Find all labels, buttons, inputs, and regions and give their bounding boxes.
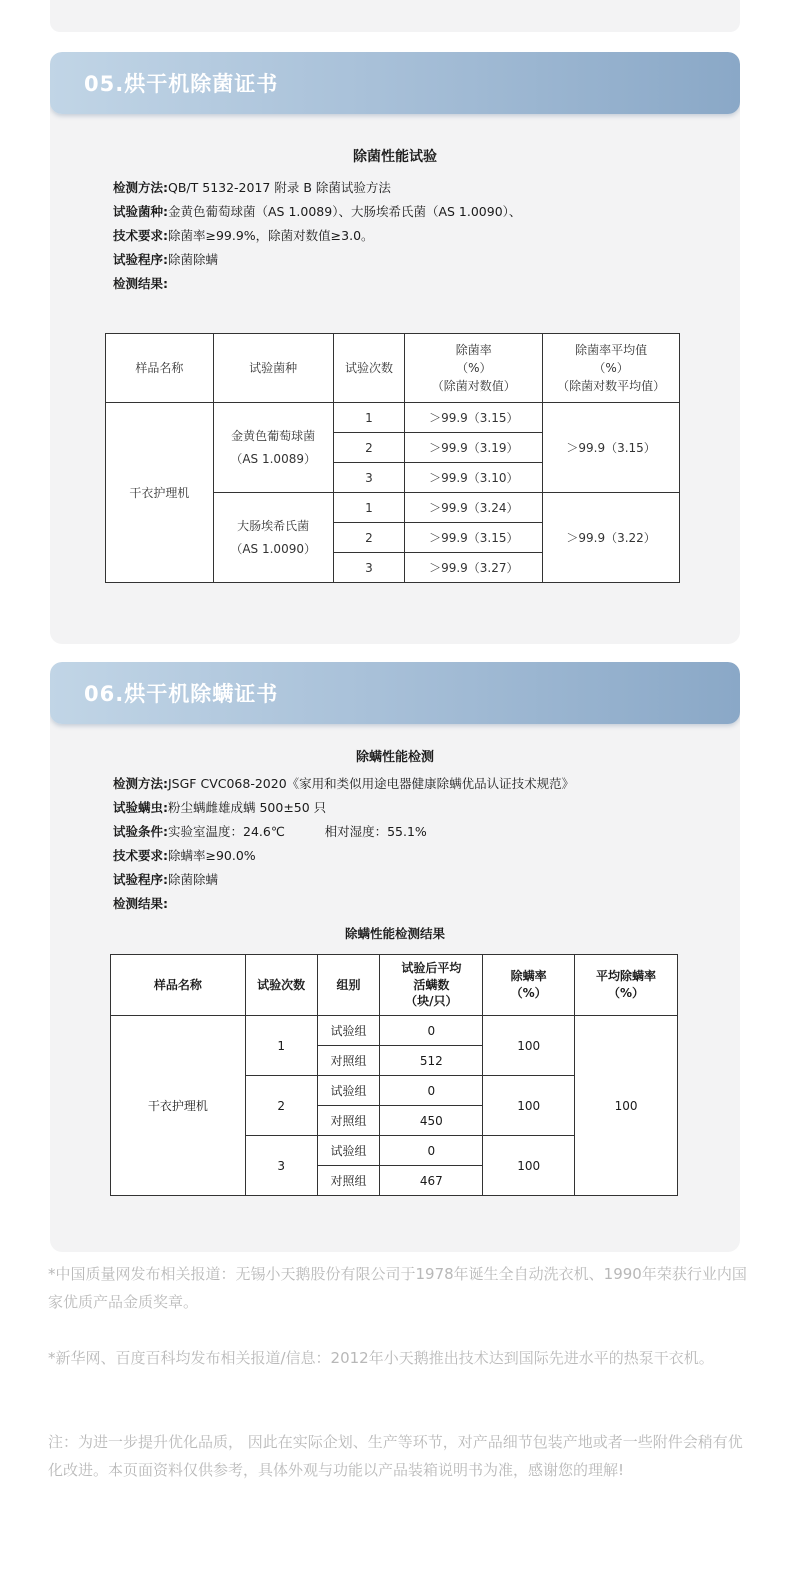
field-test-result: 检测结果:: [113, 276, 168, 291]
table-title: 除螨性能检测结果: [344, 926, 445, 941]
run-cell: 2: [333, 433, 405, 463]
count-cell: 0: [380, 1136, 483, 1166]
rate-cell: 100: [483, 1136, 575, 1196]
group-cell: 试验组: [317, 1016, 380, 1046]
sample-name-cell: 干衣护理机: [106, 403, 214, 583]
count-cell: 512: [380, 1046, 483, 1076]
mite-results-table: [110, 954, 678, 1196]
section-banner: [50, 52, 740, 114]
table-header-row: [111, 955, 678, 1016]
field-test-strain: 试验菌种:金黄色葡萄球菌（AS 1.0089）、大肠埃希氏菌（AS 1.0090）、: [113, 204, 522, 219]
header-group: 组别: [317, 955, 380, 1016]
count-cell: 0: [380, 1076, 483, 1106]
field-test-procedure: 试验程序:除菌除螨: [113, 252, 219, 267]
group-cell: 试验组: [317, 1136, 380, 1166]
section-banner: [50, 662, 740, 724]
group-cell: 对照组: [317, 1166, 380, 1196]
field-test-procedure: 试验程序:除菌除螨: [113, 872, 219, 887]
field-technical-requirement: 技术要求:除螨率≥90.0%: [113, 848, 256, 863]
field-technical-requirement: 技术要求:除菌率≥99.9%，除菌对数值≥3.0。: [113, 228, 374, 243]
group-cell: 对照组: [317, 1106, 380, 1136]
count-cell: 450: [380, 1106, 483, 1136]
run-cell: 1: [245, 1016, 317, 1076]
header-run-count: 试验次数: [333, 334, 405, 403]
count-cell: 467: [380, 1166, 483, 1196]
run-cell: 1: [333, 493, 405, 523]
footnote-quality-report: *中国质量网发布相关报道：无锡小天鹅股份有限公司于1978年诞生全自动洗衣机、1990年荣获行业内国家优质产品金质奖章。: [48, 1265, 747, 1311]
sterilization-certificate-card: [50, 52, 740, 644]
rate-cell: ＞99.9（3.15）: [405, 523, 543, 553]
footnote-disclaimer: 注：为进一步提升优化品质， 因此在实际企划、生产等环节，对产品细节包装产地或者一些附件会稍有优化改进。本页面资料仅供参考，具体外观与功能以产品装箱说明书为准，感谢您的理解!: [48, 1433, 743, 1479]
table-row: [111, 1016, 678, 1046]
rate-cell: 100: [483, 1016, 575, 1076]
header-sample-name: 样品名称: [111, 955, 246, 1016]
document-title: 除菌性能试验: [353, 149, 437, 165]
rate-cell: 100: [483, 1076, 575, 1136]
header-run-count: 试验次数: [245, 955, 317, 1016]
sterilization-results-table: [105, 333, 680, 583]
group-cell: 对照组: [317, 1046, 380, 1076]
group-cell: 试验组: [317, 1076, 380, 1106]
field-test-method: 检测方法:JSGF CVC068-2020《家用和类似用途电器健康除螨优品认证技术规范》: [113, 776, 575, 791]
header-sample-name: 样品名称: [106, 334, 214, 403]
count-cell: 0: [380, 1016, 483, 1046]
field-test-method: 检测方法:QB/T 5132-2017 附录 B 除菌试验方法: [113, 180, 391, 195]
section-title: 05.烘干机除菌证书: [84, 72, 279, 96]
run-cell: 3: [333, 463, 405, 493]
run-cell: 1: [333, 403, 405, 433]
header-live-mites: 试验后平均 活螨数 （块/只）: [380, 955, 483, 1016]
avg-cell: ＞99.9（3.22）: [543, 493, 680, 583]
document-title: 除螨性能检测: [355, 750, 434, 765]
rate-cell: ＞99.9（3.24）: [405, 493, 543, 523]
rate-cell: ＞99.9（3.27）: [405, 553, 543, 583]
field-test-conditions: 试验条件:实验室温度：24.6℃ 相对湿度：55.1%: [113, 824, 427, 839]
mite-removal-certificate-card: [50, 662, 740, 1252]
avg-cell: ＞99.9（3.15）: [543, 403, 680, 493]
section-title: 06.烘干机除螨证书: [84, 682, 279, 706]
run-cell: 2: [333, 523, 405, 553]
field-test-mite: 试验螨虫:粉尘螨雌雄成螨 500±50 只: [113, 800, 327, 815]
header-removal-rate: 除螨率 （%）: [483, 955, 575, 1016]
field-test-result: 检测结果:: [113, 896, 168, 911]
rate-cell: ＞99.9（3.19）: [405, 433, 543, 463]
header-avg-rate: 平均除螨率 （%）: [575, 955, 678, 1016]
previous-card-bottom: [50, 0, 740, 32]
rate-cell: ＞99.9（3.10）: [405, 463, 543, 493]
table-header-row: [106, 334, 680, 403]
footnote-heat-pump-report: *新华网、百度百科均发布相关报道/信息：2012年小天鹅推出技术达到国际先进水平的热泵干衣机。: [48, 1349, 714, 1367]
run-cell: 3: [333, 553, 405, 583]
table-row: [106, 403, 680, 433]
sample-name-cell: 干衣护理机: [111, 1016, 246, 1196]
run-cell: 2: [245, 1076, 317, 1136]
header-rate-avg: 除菌率平均值 （%） （除菌对数平均值）: [543, 334, 680, 403]
avg-cell: 100: [575, 1016, 678, 1196]
rate-cell: ＞99.9（3.15）: [405, 403, 543, 433]
header-strain: 试验菌种: [213, 334, 333, 403]
header-rate: 除菌率 （%） （除菌对数值）: [405, 334, 543, 403]
strain-cell: 金黄色葡萄球菌 （AS 1.0089）: [213, 403, 333, 493]
run-cell: 3: [245, 1136, 317, 1196]
strain-cell: 大肠埃希氏菌 （AS 1.0090）: [213, 493, 333, 583]
